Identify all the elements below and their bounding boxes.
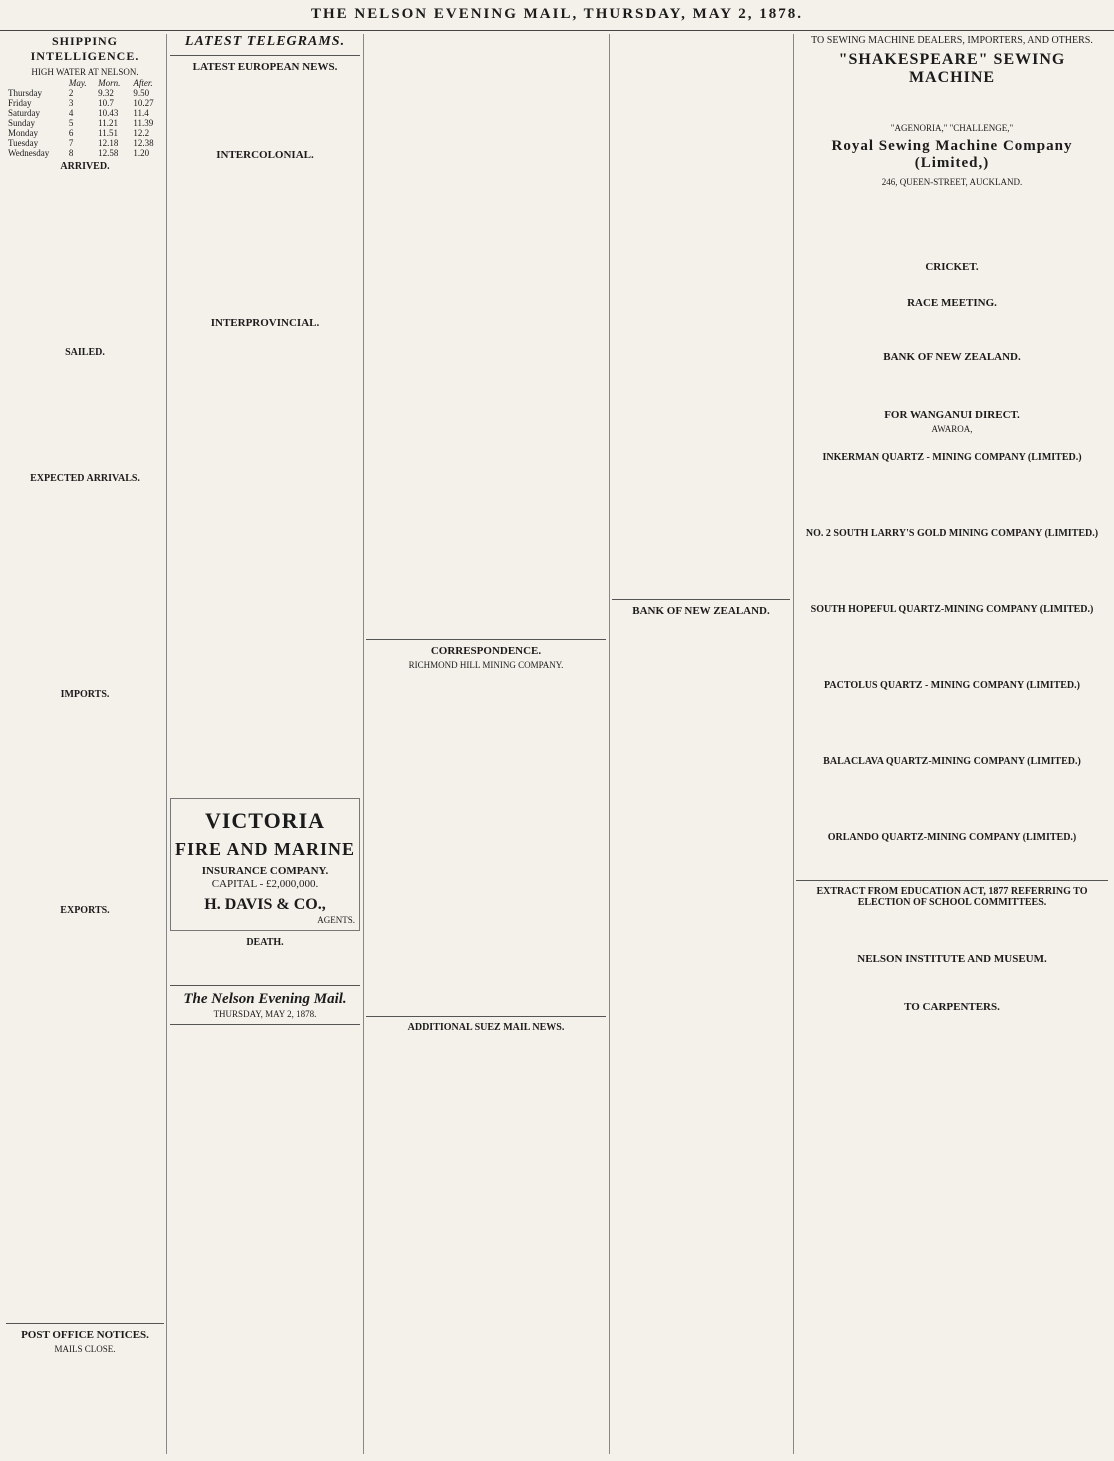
- tide-header-row: [6, 78, 164, 88]
- balaclava-heading: BALACLAVA QUARTZ-MINING COMPANY (LIMITED.): [823, 756, 1081, 767]
- column-rule: [166, 34, 167, 1454]
- victoria-line1: FIRE AND MARINE: [175, 839, 356, 859]
- shipping-heading: SHIPPING INTELLIGENCE.: [30, 34, 140, 63]
- tide-row: Saturday 4 10.43 11.4: [8, 108, 149, 118]
- race-meeting-heading: RACE MEETING.: [907, 297, 997, 309]
- arrived-heading: ARRIVED.: [60, 161, 110, 172]
- divider: [6, 1323, 164, 1324]
- column-rule: [793, 34, 794, 1454]
- tide-col-may: May.: [68, 78, 87, 88]
- tide-col-morn: Morn.: [98, 78, 121, 88]
- tide-table: [6, 78, 164, 158]
- imports-heading: IMPORTS.: [60, 689, 110, 700]
- exports-heading: EXPORTS.: [60, 905, 110, 916]
- divider: [170, 1024, 360, 1025]
- tide-row: Tuesday 7 12.18 12.38: [8, 138, 154, 148]
- telegrams-heading: LATEST TELEGRAMS.: [184, 34, 346, 49]
- tide-row: Monday 6 11.51 12.2: [8, 128, 150, 138]
- wanganui-heading: FOR WANGANUI DIRECT.: [884, 409, 1020, 421]
- bank-heading: BANK OF NEW ZEALAND.: [632, 605, 770, 617]
- column-rule: [363, 34, 364, 1454]
- bank-column: [612, 34, 790, 1454]
- bank-nz-heading: BANK OF NEW ZEALAND.: [883, 351, 1021, 363]
- victoria-line2: INSURANCE COMPANY.: [201, 865, 329, 877]
- shakespeare-title: "SHAKESPEARE" SEWING MACHINE: [838, 51, 1066, 86]
- agenoria-line: "AGENORIA," "CHALLENGE,": [890, 123, 1014, 133]
- pactolus-heading: PACTOLUS QUARTZ - MINING COMPANY (LIMITED.): [824, 680, 1080, 691]
- sewing-dealers-title: TO SEWING MACHINE DEALERS, IMPORTERS, AND OTHERS.: [811, 35, 1093, 46]
- paper-name: The Nelson Evening Mail.: [183, 991, 347, 1007]
- european-news-heading: LATEST EUROPEAN NEWS.: [192, 61, 338, 73]
- richmond-hill-heading: RICHMOND HILL MINING COMPANY.: [408, 660, 564, 670]
- victoria-agent: H. DAVIS & CO.,: [204, 896, 326, 913]
- correspondence-heading: CORRESPONDENCE.: [430, 645, 542, 657]
- awaroa-name: AWAROA,: [931, 424, 973, 434]
- post-office-heading: POST OFFICE NOTICES.: [21, 1329, 149, 1341]
- tide-row: Thursday 2 9.32 9.50: [8, 88, 150, 98]
- royal-address: 246, QUEEN-STREET, AUCKLAND.: [881, 177, 1023, 187]
- tide-row: Friday 3 10.7 10.27: [8, 98, 154, 108]
- high-water-heading: HIGH WATER AT NELSON.: [31, 67, 139, 77]
- royal-sewing-title: Royal Sewing Machine Company (Limited,): [831, 138, 1073, 171]
- sailed-heading: SAILED.: [65, 347, 105, 358]
- victoria-title: VICTORIA: [204, 808, 326, 833]
- mails-close-heading: MAILS CLOSE.: [54, 1344, 116, 1354]
- tide-row: Wednesday 8 12.58 1.20: [8, 148, 150, 158]
- intercolonial-heading: INTERCOLONIAL.: [216, 149, 314, 161]
- victoria-insurance-ad: [170, 798, 360, 931]
- divider: [170, 985, 360, 986]
- paper-date: THURSDAY, MAY 2, 1878.: [213, 1009, 317, 1019]
- tide-col-after: After.: [133, 78, 153, 88]
- telegrams-column: [170, 34, 360, 1454]
- newspaper-title: THE NELSON EVENING MAIL, THURSDAY, MAY 2, 1878.: [311, 6, 803, 22]
- divider: [366, 639, 606, 640]
- column-rule: [609, 34, 610, 1454]
- advertisements-column: [796, 34, 1108, 1454]
- divider: [796, 880, 1108, 881]
- carpenters-heading: TO CARPENTERS.: [904, 1001, 1000, 1013]
- masthead: [0, 0, 1114, 31]
- suez-mail-heading: ADDITIONAL SUEZ MAIL NEWS.: [407, 1022, 565, 1033]
- orlando-heading: ORLANDO QUARTZ-MINING COMPANY (LIMITED.): [827, 832, 1077, 843]
- cricket-heading: CRICKET.: [925, 261, 979, 273]
- nelson-institute-heading: NELSON INSTITUTE AND MUSEUM.: [857, 953, 1047, 965]
- victoria-agents-label: AGENTS.: [317, 915, 355, 925]
- news-column: [366, 34, 606, 1454]
- divider: [612, 599, 790, 600]
- south-hopeful-heading: SOUTH HOPEFUL QUARTZ-MINING COMPANY (LIMITED.): [810, 604, 1094, 615]
- south-larry-heading: NO. 2 SOUTH LARRY'S GOLD MINING COMPANY (LIMITED.): [805, 528, 1099, 539]
- divider: [366, 1016, 606, 1017]
- education-extract-heading: EXTRACT FROM EDUCATION ACT, 1877 REFERRING TO ELECTION OF SCHOOL COMMITTEES.: [816, 886, 1088, 908]
- expected-arrivals-heading: EXPECTED ARRIVALS.: [30, 473, 140, 484]
- victoria-capital: CAPITAL - £2,000,000.: [211, 878, 319, 890]
- shipping-column: [6, 34, 164, 1454]
- death-heading: DEATH.: [246, 937, 284, 948]
- tide-row: Sunday 5 11.21 11.39: [8, 118, 154, 128]
- inkerman-heading: INKERMAN QUARTZ - MINING COMPANY (LIMITED.): [822, 452, 1082, 463]
- divider: [170, 55, 360, 56]
- interprovincial-heading: INTERPROVINCIAL.: [210, 317, 320, 329]
